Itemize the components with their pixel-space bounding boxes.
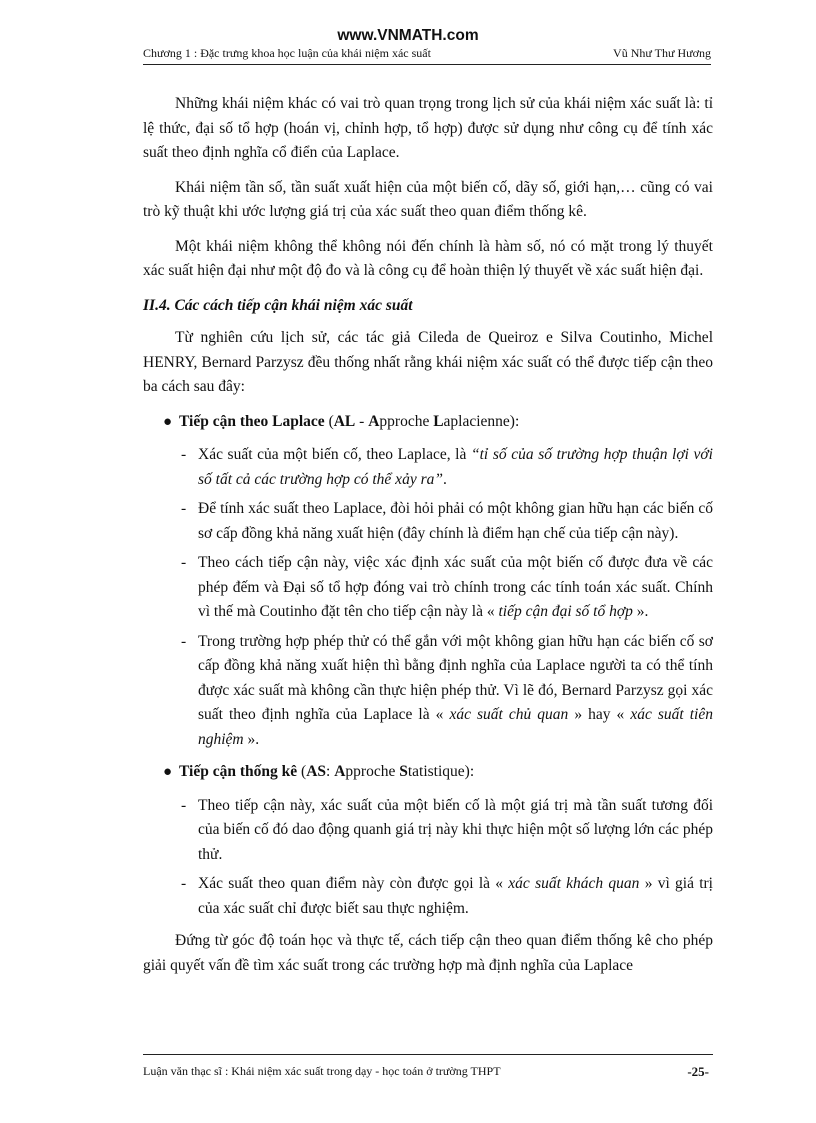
bullet-heading: Tiếp cận theo Laplace (AL - Approche Laplacienne): [179, 412, 520, 430]
author-name: Vũ Như Thư Hương [613, 46, 711, 60]
page-header [143, 46, 711, 65]
dash-icon: - [181, 446, 187, 463]
dash-icon: - [181, 796, 187, 814]
chapter-title: Chương 1 : Đặc trưng khoa học luận của khái niệm xác suất [143, 46, 431, 60]
page-footer [143, 1054, 713, 1085]
dash-item: - Xác suất theo quan điểm này còn được gọi là « xác suất khách quan » vì giá trị của xác suất chỉ được biết sau thực nghiệm. [179, 872, 713, 921]
bullet-icon: ● [163, 413, 173, 430]
dash-item: - Theo cách tiếp cận này, việc xác định xác suất của một biến cố được đưa về các phép đếm và Đại số tổ hợp đóng vai trò chính trong các tính toán xác suất. Chính vì thế mà Coutinho đặt tên cho tiếp cận này là « tiếp cận đại số tổ hợp ». [179, 551, 713, 625]
dash-icon: - [181, 632, 187, 650]
dash-list [179, 443, 713, 752]
paragraph: Khái niệm tần số, tần suất xuất hiện của một biến cố, dãy số, giới hạn,… cũng có vai trò kỹ thuật khi ước lượng giá trị của xác suất theo quan điểm thống kê. [143, 178, 713, 220]
page-number: -25- [687, 1064, 709, 1079]
approach-list [143, 410, 713, 922]
dash-icon: - [181, 875, 187, 892]
dash-item: - Để tính xác suất theo Laplace, đòi hỏi phải có một không gian hữu hạn các biến cố sơ cấp đồng khả năng xuất hiện (đây chính là điểm hạn chế của tiếp cận này). [179, 497, 713, 546]
thesis-title: Luận văn thạc sĩ : Khái niệm xác suất trong dạy - học toán ở trường THPT [143, 1064, 501, 1078]
section-heading: II.4. Các cách tiếp cận khái niệm xác suất [143, 296, 413, 314]
site-watermark: www.VNMATH.com [337, 27, 479, 44]
bullet-item-laplace [143, 410, 713, 753]
dash-list [179, 794, 713, 922]
dash-item: - Xác suất của một biến cố, theo Laplace, là “tỉ số của số trường hợp thuận lợi với số tất cả các trường hợp có thể xảy ra”. [179, 443, 713, 492]
paragraph: Một khái niệm không thể không nói đến chính là hàm số, nó có mặt trong lý thuyết xác suất hiện đại như một độ đo và là công cụ để hoàn thiện lý thuyết về xác suất hiện đại. [143, 237, 713, 279]
dash-icon: - [181, 500, 187, 517]
dash-icon: - [181, 554, 187, 571]
paragraph: Những khái niệm khác có vai trò quan trọng trong lịch sử của khái niệm xác suất là: tỉ lệ thức, đại số tổ hợp (hoán vị, chỉnh hợp, tổ hợp) được sử dụng như công cụ để tính xác suất theo định nghĩa cổ điển của Laplace. [143, 95, 713, 161]
bullet-icon: ● [163, 764, 173, 780]
bullet-item-statistique [143, 760, 713, 921]
page-body [143, 92, 713, 988]
section-intro: Từ nghiên cứu lịch sử, các tác giả Cileda de Queiroz e Silva Coutinho, Michel HENRY, Bernard Parzysz đều thống nhất rằng khái niệm xác suất có thể được tiếp cận theo ba cách sau đây: [143, 329, 713, 395]
dash-item: - Theo tiếp cận này, xác suất của một biến cố là một giá trị mà tần suất tương đối của biến cố đó dao động quanh giá trị này khi thực hiện một số lượng lớn các phép thử. [179, 794, 713, 868]
bullet-heading: Tiếp cận thống kê (AS: Approche Statistique): [179, 763, 475, 780]
dash-item: - Trong trường hợp phép thử có thể gắn với một không gian hữu hạn các biến cố sơ cấp đồng khả năng xuất hiện thì bằng định nghĩa của Laplace người ta có thể tính được xác suất mà không cần thực hiện phép thử. Vì lẽ đó, Bernard Parzysz gọi xác suất theo định nghĩa của Laplace là « xác suất chủ quan » hay « xác suất tiên nghiệm ». [179, 630, 713, 753]
closing-paragraph: Đứng từ góc độ toán học và thực tế, cách tiếp cận theo quan điểm thống kê cho phép giải quyết vấn đề tìm xác suất trong các trường hợp mà định nghĩa của Laplace [143, 932, 713, 974]
